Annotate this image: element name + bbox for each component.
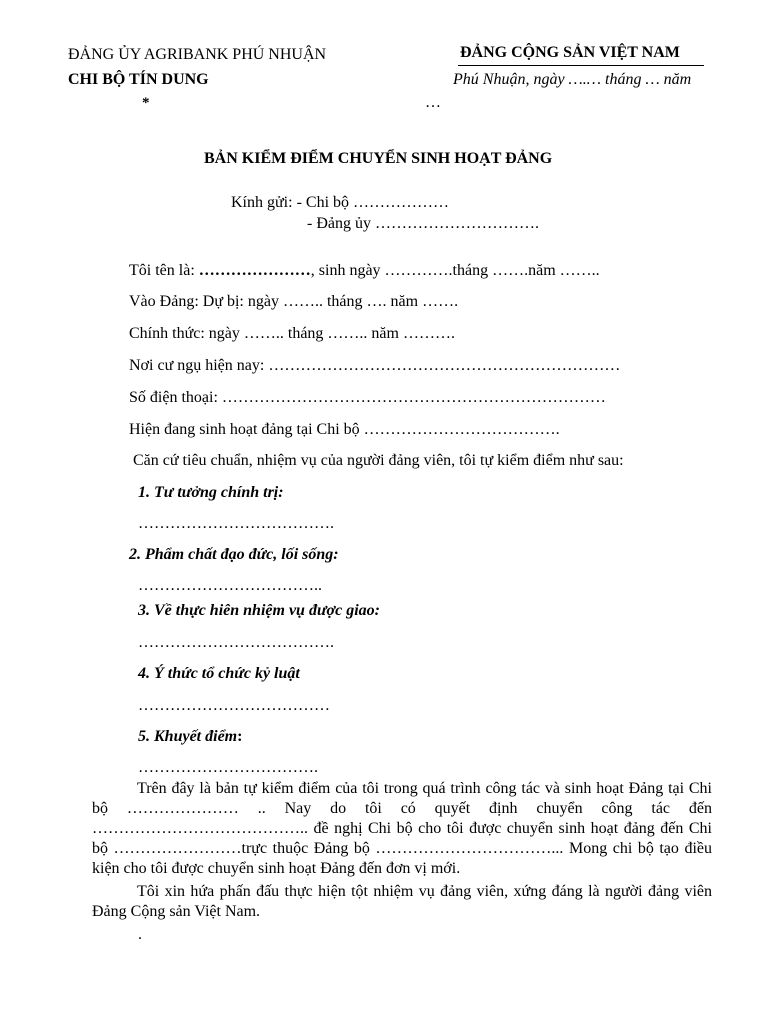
self-review-intro: Căn cứ tiêu chuẩn, nhiệm vụ của người đảng viên, tôi tự kiểm điểm như sau:	[133, 452, 624, 469]
official-date-field: Chính thức: ngày …….. tháng …….. năm ……….	[129, 325, 455, 342]
section-heading-assigned-duties: 3. Về thực hiên nhiệm vụ được giao:	[138, 602, 380, 619]
section-heading-discipline: 4. Ý thức tổ chức kỷ luật	[138, 665, 300, 682]
probation-date-field: Vào Đảng: Dự bị: ngày …….. tháng …. năm …….	[129, 293, 459, 310]
trailing-mark: .	[138, 926, 142, 943]
section-answer-political-ideology: ……………………………….	[138, 515, 334, 532]
section-heading-ethics-lifestyle: 2. Phẩm chất đạo đức, lối sống:	[129, 546, 339, 563]
place-date-line: Phú Nhuận, ngày ….… tháng … năm	[453, 71, 692, 88]
phone-field: Số điện thoại: ………………………………………………………………	[129, 389, 606, 406]
name-line	[129, 262, 600, 280]
current-branch-field: Hiện đang sinh hoạt đảng tại Chi bộ ……………………………….	[129, 421, 560, 438]
birth-date-field: , sinh ngày ………….tháng …….năm ……..	[310, 262, 600, 279]
name-blank: …………………	[198, 262, 311, 279]
section-heading-shortcomings: 5. Khuyết điểm:	[138, 728, 243, 745]
residence-field: Nơi cư ngụ hiện nay: …………………………………………………………	[129, 357, 621, 374]
section-answer-discipline: ………………………………	[138, 697, 330, 714]
party-name: ĐẢNG CỘNG SẢN VIỆT NAM	[460, 44, 680, 61]
recipient-committee: - Đảng ủy ………………………….	[307, 215, 539, 232]
place-date-continuation: …	[425, 94, 441, 111]
section-answer-shortcomings: …………………………….	[138, 759, 318, 776]
header-star: *	[142, 95, 150, 111]
document-title: BẢN KIỂM ĐIỂM CHUYỂN SINH HOẠT ĐẢNG	[204, 150, 553, 167]
section-heading-political-ideology: 1. Tư tưởng chính trị:	[138, 484, 284, 501]
section-answer-ethics-lifestyle: ……………………………..	[138, 577, 322, 594]
branch-name: CHI BỘ TÍN DUNG	[68, 71, 209, 88]
recipient-branch: Kính gửi: - Chi bộ ………………	[231, 194, 450, 211]
party-name-underline	[458, 65, 704, 66]
name-label: Tôi tên là:	[129, 262, 199, 279]
party-committee-name: ĐẢNG ỦY AGRIBANK PHÚ NHUẬN	[68, 46, 327, 63]
commitment-paragraph: Tôi xin hứa phấn đấu thực hiện tột nhiệm vụ đảng viên, xứng đáng là người đảng viên Đảng Cộng sản Việt Nam.	[92, 883, 712, 920]
section-answer-assigned-duties: ……………………………….	[138, 634, 334, 651]
transfer-request-paragraph: Trên đây là bản tự kiểm điểm của tôi trong quá trình công tác và sinh hoạt Đảng tại Chi bộ ………………… .. Nay do tôi có quyết định chuyển công tác đến ………………………………….. đề nghị Chi bộ cho tôi được chuyển sinh hoạt đảng đến Chi bộ ……………………trực thuộc Đảng bộ ……………………………... Mong chi bộ tạo điều kiện cho tôi được chuyển sinh hoạt Đảng đến đơn vị mới.	[92, 780, 712, 877]
